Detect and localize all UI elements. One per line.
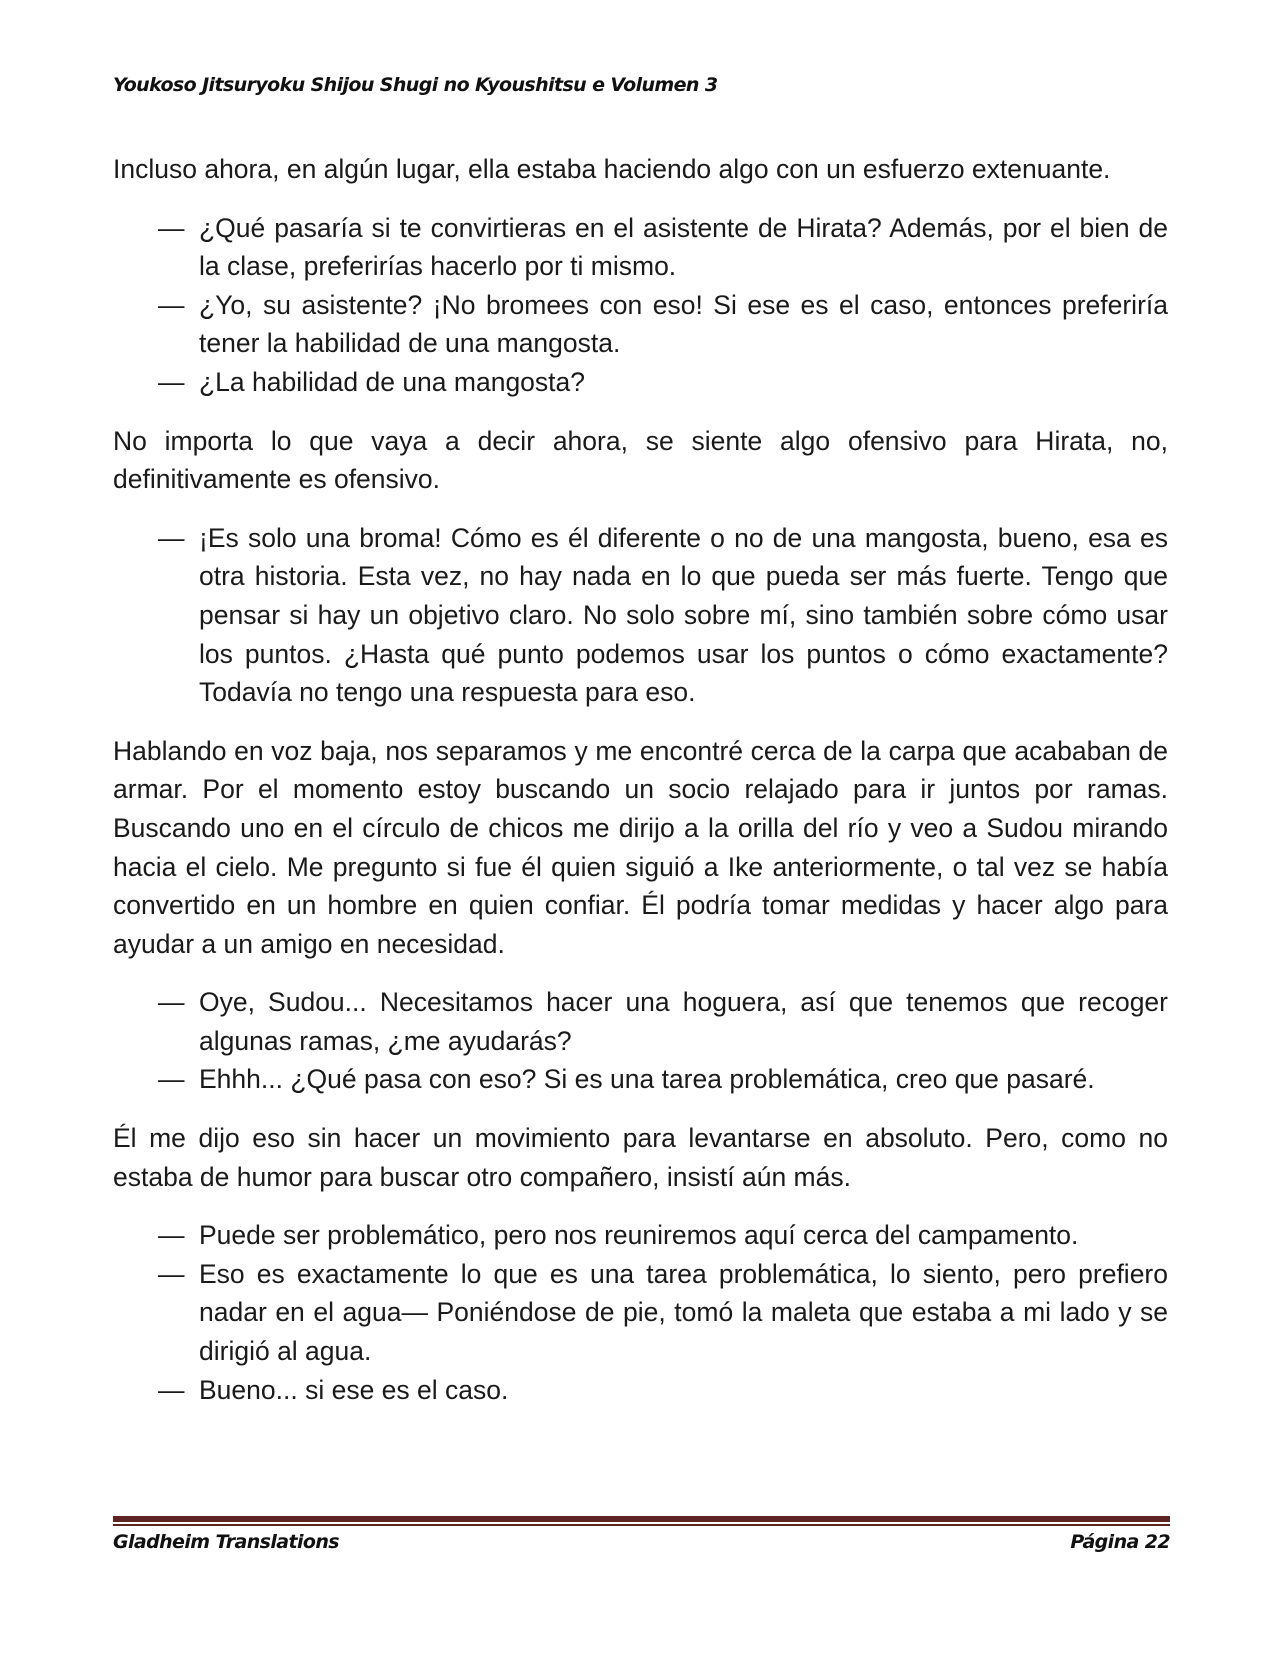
dialogue-text: ¿La habilidad de una mangosta? — [199, 366, 586, 397]
dialogue-line — [158, 1255, 1168, 1371]
em-dash: — — [158, 1064, 185, 1095]
em-dash: — — [158, 289, 185, 320]
em-dash: — — [158, 522, 185, 553]
paragraph: Hablando en voz baja, nos separamos y me encontré cerca de la carpa que acababan de armar. Por el momento estoy buscando un socio relajado para ir juntos por ramas. Buscando uno en el círculo de chicos me dirijo a la orilla del río y veo a Sudou mirando hacia el cielo. Me pregunto si fue él quien siguió a Ike anteriormente, o tal vez se había convertido en un hombre en quien confiar. Él podría tomar medidas y hacer algo para ayudar a un amigo en necesidad. — [113, 735, 1168, 959]
paragraph: No importa lo que vaya a decir ahora, se siente algo ofensivo para Hirata, no, definitivamente es ofensivo. — [113, 425, 1168, 495]
dialogue-line — [158, 1216, 1168, 1255]
dialogue-block — [158, 519, 1168, 712]
dialogue-text: Bueno... si ese es el caso. — [199, 1374, 509, 1405]
dialogue-line — [158, 209, 1168, 286]
running-header: Youkoso Jitsuryoku Shijou Shugi no Kyoushitsu e Volumen 3 — [113, 74, 718, 96]
dialogue-text: Ehhh... ¿Qué pasa con eso? Si es una tarea problemática, creo que pasaré. — [199, 1064, 1095, 1095]
dialogue-text: ¿Yo, su asistente? ¡No bromees con eso! Si ese es el caso, entonces preferiría tener la habilidad de una mangosta. — [199, 289, 1168, 359]
dialogue-line — [158, 1060, 1168, 1099]
dialogue-text: ¡Es solo una broma! Cómo es él diferente o no de una mangosta, bueno, esa es otra historia. Esta vez, no hay nada en lo que pueda ser más fuerte. Tengo que pensar si hay un objetivo claro. No solo sobre mí, sino también sobre cómo usar los puntos. ¿Hasta qué punto podemos usar los puntos o cómo exactamente? Todavía no tengo una respuesta para eso. — [199, 522, 1168, 708]
dialogue-line — [158, 363, 1168, 402]
em-dash: — — [158, 212, 185, 243]
page-number: Página 22 — [1070, 1531, 1170, 1553]
dialogue-line — [158, 519, 1168, 712]
dialogue-line — [158, 286, 1168, 363]
em-dash: — — [158, 987, 185, 1018]
footer-rule — [113, 1516, 1170, 1522]
dialogue-line — [158, 983, 1168, 1060]
paragraph: Incluso ahora, en algún lugar, ella estaba haciendo algo con un esfuerzo extenuante. — [113, 154, 1111, 184]
dialogue-block — [158, 983, 1168, 1099]
em-dash: — — [158, 366, 185, 397]
dialogue-line — [158, 1371, 1168, 1410]
em-dash: — — [158, 1374, 185, 1405]
footer-rule-thin — [113, 1524, 1170, 1526]
paragraph: Él me dijo eso sin hacer un movimiento para levantarse en absoluto. Pero, como no estaba de humor para buscar otro compañero, insistí aún más. — [113, 1123, 1168, 1192]
dialogue-block — [158, 209, 1168, 402]
em-dash: — — [158, 1258, 185, 1289]
dialogue-text: Puede ser problemático, pero nos reuniremos aquí cerca del campamento. — [199, 1220, 1079, 1251]
dialogue-text: Oye, Sudou... Necesitamos hacer una hoguera, así que tenemos que recoger algunas ramas, ¿me ayudarás? — [199, 987, 1168, 1056]
dialogue-text: Eso es exactamente lo que es una tarea problemática, lo siento, pero prefiero nadar en el agua— Poniéndose de pie, tomó la maleta que estaba a mi lado y se dirigió al agua. — [199, 1258, 1168, 1367]
dialogue-text: ¿Qué pasaría si te convirtieras en el asistente de Hirata? Además, por el bien de la clase, preferirías hacerlo por ti mismo. — [199, 212, 1168, 282]
em-dash: — — [158, 1220, 185, 1251]
page-body — [113, 150, 1168, 1429]
footer-publisher: Gladheim Translations — [113, 1531, 339, 1553]
dialogue-block — [158, 1216, 1168, 1409]
